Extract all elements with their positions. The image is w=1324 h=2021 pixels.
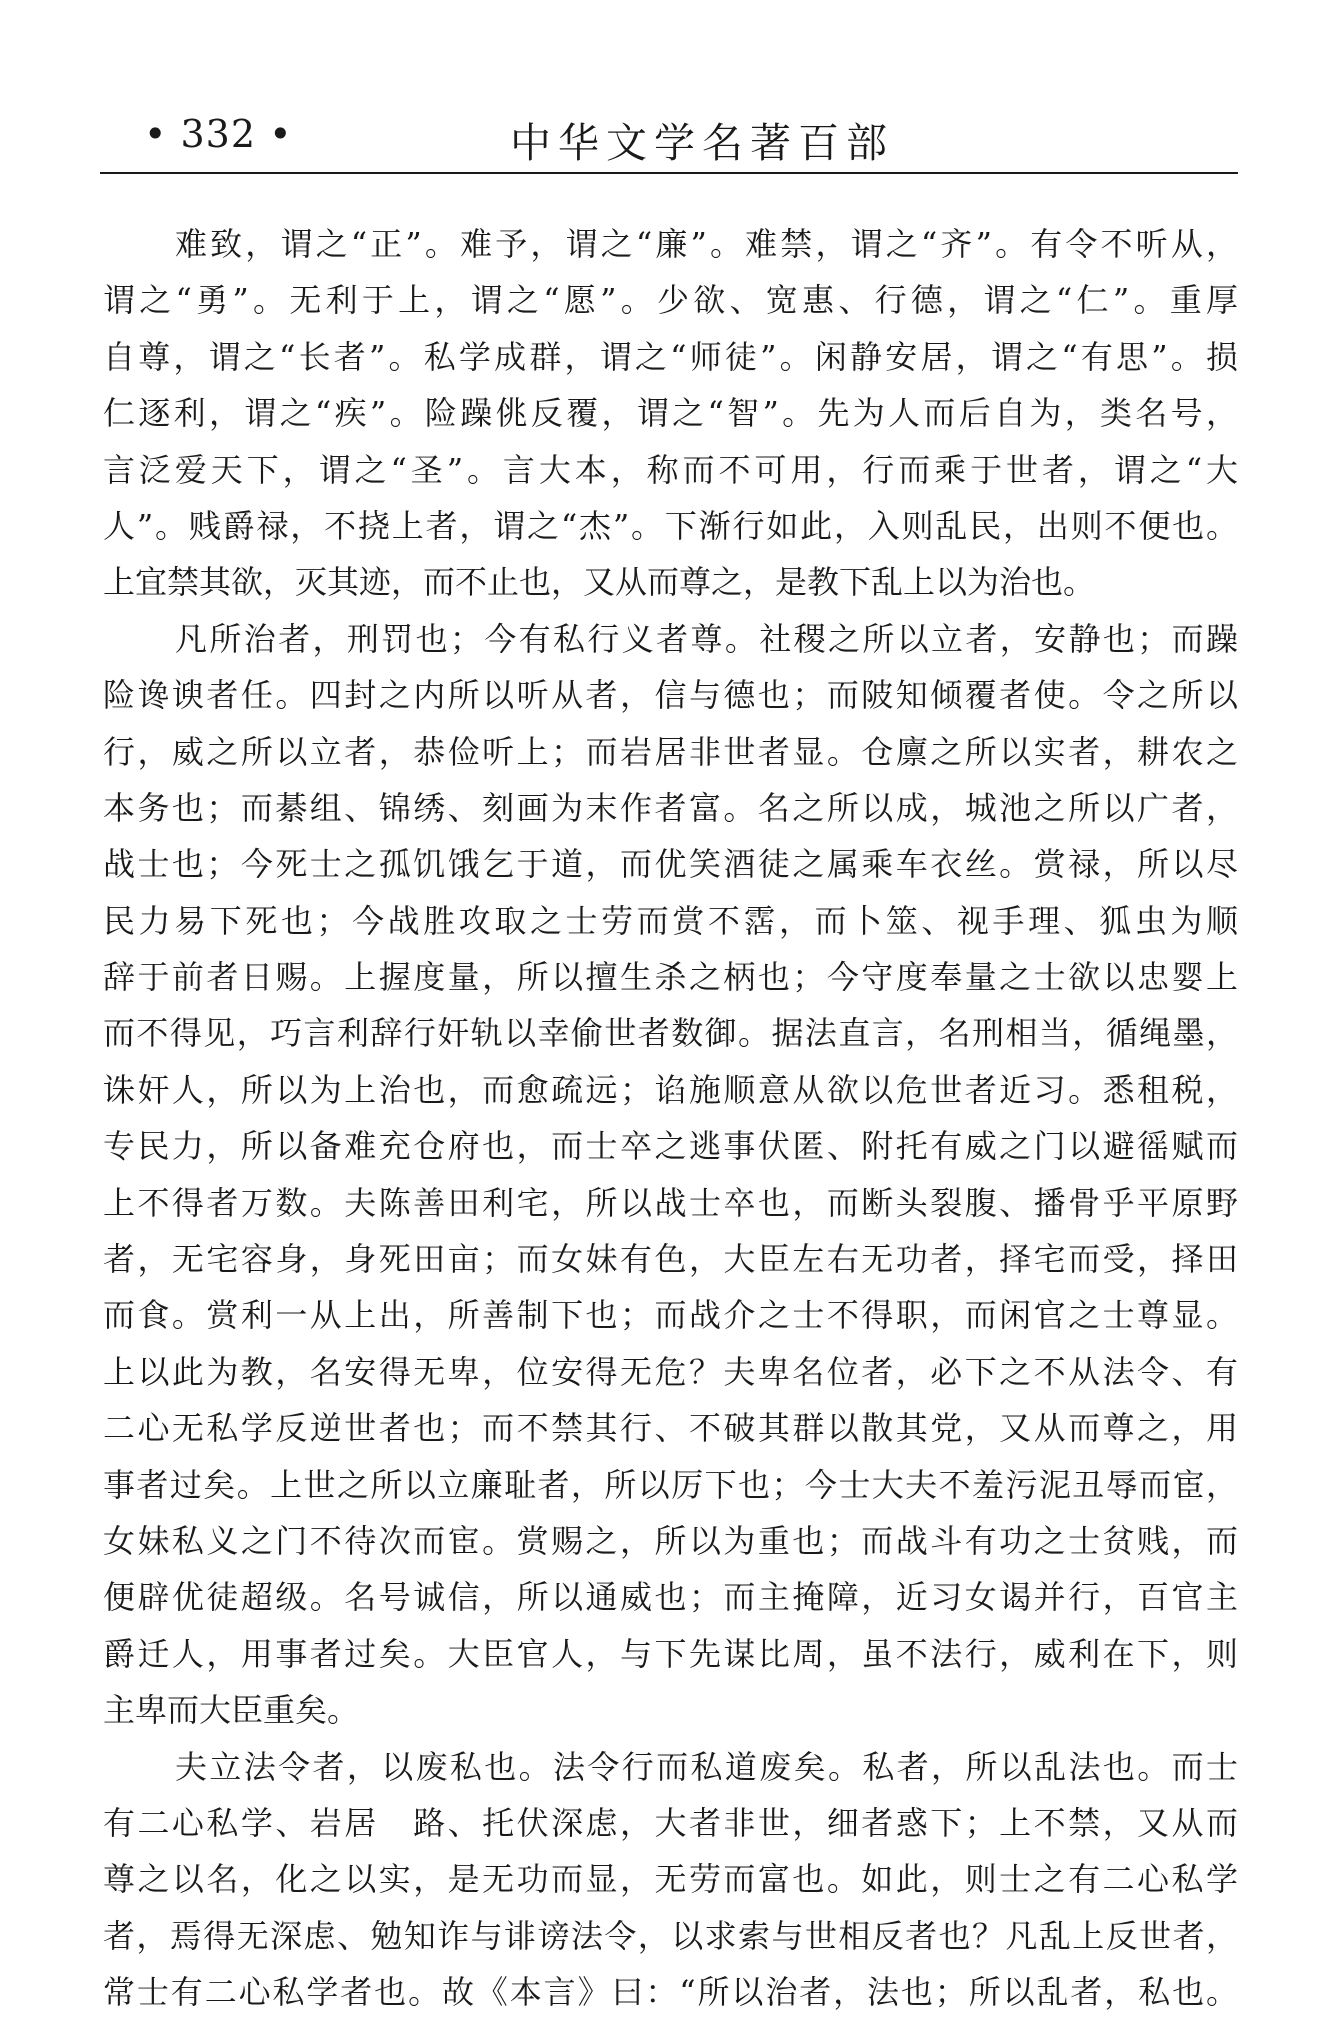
text-line: 难致，谓之“正”。难予，谓之“廉”。难禁，谓之“齐”。有令不听从， xyxy=(175,225,1238,263)
text-line: 民力易下死也；今战胜攻取之士劳而赏不霑，而卜筮、视手理、狐虫为顺 xyxy=(103,901,1238,940)
text-line: 便辟优徒超级。名号诚信，所以通威也；而主掩障，近习女谒并行，百官主 xyxy=(103,1578,1238,1617)
text-line: 者，焉得无深虑、勉知诈与诽谤法令，以求索与世相反者也？凡乱上反世者， xyxy=(103,1916,1238,1955)
page-header xyxy=(100,108,1238,172)
text-line: 谓之“勇”。无利于上，谓之“愿”。少欲、宽惠、行德，谓之“仁”。重厚 xyxy=(103,281,1238,320)
text-line: 上宜禁其欲，灭其迹，而不止也，又从而尊之，是教下乱上以为治也。 xyxy=(103,563,1096,602)
text-line: 常士有二心私学者也。故《本言》曰：“所以治者，法也；所以乱者，私也。 xyxy=(103,1973,1238,2012)
text-line: 夫立法令者，以废私也。法令行而私道废矣。私者，所以乱法也。而士 xyxy=(175,1747,1238,1786)
text-line: 二心无私学反逆世者也；而不禁其行、不破其群以散其党，又从而尊之，用 xyxy=(103,1409,1238,1448)
text-line: 仁逐利，谓之“疾”。险躁佻反覆，谓之“智”。先为人而后自为，类名号， xyxy=(103,394,1238,433)
text-line: 尊之以名，化之以实，是无功而显，无劳而富也。如此，则士之有二心私学 xyxy=(103,1860,1238,1899)
text-line: 事者过矣。上世之所以立廉耻者，所以厉下也；今士大夫不羞污泥丑辱而宦， xyxy=(103,1465,1238,1504)
text-line: 辞于前者日赐。上握度量，所以擅生杀之柄也；今守度奉量之士欲以忠婴上 xyxy=(103,958,1238,997)
text-line: 自尊，谓之“长者”。私学成群，谓之“师徒”。闲静安居，谓之“有思”。损 xyxy=(103,337,1238,376)
text-line: 爵迁人，用事者过矣。大臣官人，与下先谋比周，虽不法行，威利在下，则 xyxy=(103,1634,1238,1673)
text-line: 行，威之所以立者，恭俭听上；而岩居非世者显。仓廪之所以实者，耕农之 xyxy=(103,732,1238,771)
text-line: 主卑而大臣重矣。 xyxy=(103,1691,360,1730)
text-line: 本务也；而綦组、锦绣、刻画为末作者富。名之所以成，城池之所以广者， xyxy=(103,788,1238,827)
text-line: 诛奸人，所以为上治也，而愈疏远；谄施顺意从欲以危世者近习。悉租税， xyxy=(103,1070,1238,1109)
book-title: 中华文学名著百部 xyxy=(510,119,894,167)
text-line: 者，无宅容身，身死田亩；而女妹有色，大臣左右无功者，择宅而受，择田 xyxy=(103,1240,1238,1279)
page-number: • 332 • xyxy=(144,112,293,156)
text-line: 有二心私学、岩居 路、托伏深虑，大者非世，细者惑下；上不禁，又从而 xyxy=(103,1803,1238,1842)
text-line: 专民力，所以备难充仓府也，而士卒之逃事伏匿、附托有威之门以避徭赋而 xyxy=(103,1127,1238,1166)
header-divider xyxy=(100,172,1238,174)
text-line: 凡所治者，刑罚也；今有私行义者尊。社稷之所以立者，安静也；而躁 xyxy=(175,619,1238,658)
text-line: 战士也；今死士之孤饥饿乞于道，而优笑酒徒之属乘车衣丝。赏禄，所以尽 xyxy=(103,845,1238,884)
text-line: 上不得者万数。夫陈善田利宅，所以战士卒也，而断头裂腹、播骨乎平原野 xyxy=(103,1183,1238,1222)
text-line: 人”。贱爵禄，不挠上者，谓之“杰”。下渐行如此，入则乱民，出则不便也。 xyxy=(103,506,1238,545)
body-text xyxy=(103,216,1238,2021)
text-line: 险谗谀者任。四封之内所以听从者，信与德也；而陂知倾覆者使。令之所以 xyxy=(103,676,1238,715)
text-line: 上以此为教，名安得无卑，位安得无危？夫卑名位者，必下之不从法令、有 xyxy=(103,1352,1238,1391)
text-line: 而不得见，巧言利辞行奸轨以幸偷世者数御。据法直言，名刑相当，循绳墨， xyxy=(103,1014,1238,1053)
text-line: 而食。赏利一从上出，所善制下也；而战介之士不得职，而闲官之士尊显。 xyxy=(103,1296,1238,1335)
text-line: 言泛爱天下，谓之“圣”。言大本，称而不可用，行而乘于世者，谓之“大 xyxy=(103,450,1238,489)
text-line: 女妹私义之门不待次而宦。赏赐之，所以为重也；而战斗有功之士贫贱，而 xyxy=(103,1521,1238,1560)
